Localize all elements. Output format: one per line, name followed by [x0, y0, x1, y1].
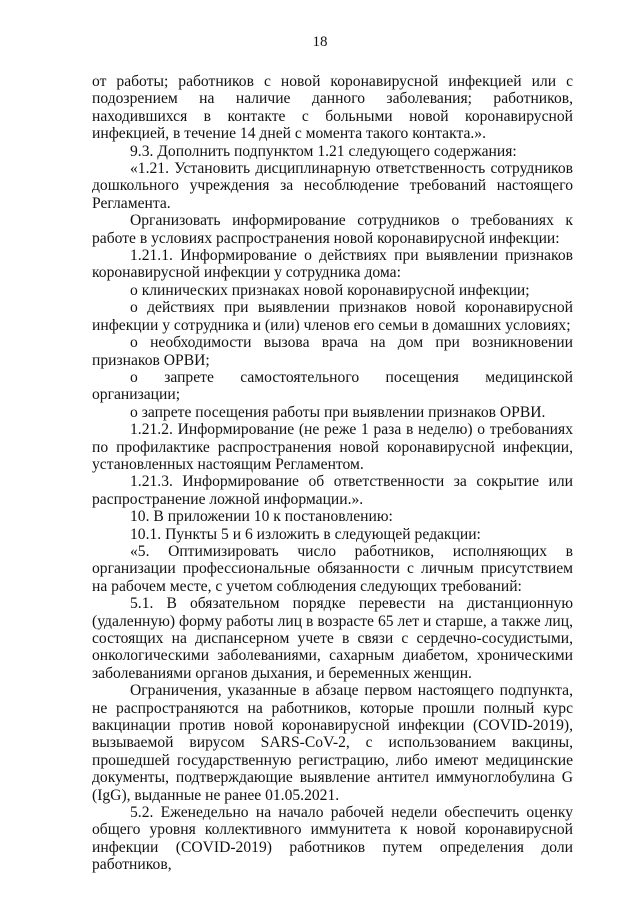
paragraph-1-21: «1.21. Установить дисциплинарную ответственность сотрудников дошкольного учреждения за несоблюдение требований настоящего Регламента.: [92, 160, 573, 212]
paragraph-1-21-1: 1.21.1. Информирование о действиях при выявлении признаков коронавирусной инфекции у сотрудника дома:: [92, 247, 573, 282]
document-body: [92, 73, 573, 874]
paragraph-5-1: 5.1. В обязательном порядке перевести на дистанционную (удаленную) форму работы лиц в возрасте 65 лет и старше, а также лиц, состоящих на диспансерном учете в связи с сердечно-сосудистыми, онкологическими заболеваниями, сахарным диабетом, хроническими заболеваниями органов дыхания, и беременных женщин.: [92, 595, 573, 682]
paragraph-continuation: от работы; работников с новой коронавирусной инфекцией или с подозрением на наличие данного заболевания; работников, находившихся в контакте с больными новой коронавирусной инфекцией, в течение 14 дней с момента такого контакта.».: [92, 73, 573, 143]
list-item-no-work-attendance: о запрете посещения работы при выявлении признаков ОРВИ.: [130, 403, 546, 421]
list-item-clinical-signs: о клинических признаках новой коронавирусной инфекции;: [130, 281, 530, 299]
paragraph-9-3: 9.3. Дополнить подпунктом 1.21 следующего содержания:: [130, 142, 517, 160]
paragraph-1-21-2: 1.21.2. Информирование (не реже 1 раза в неделю) о требованиях по профилактике распространения новой коронавирусной инфекции, установленных настоящим Регламентом.: [92, 421, 573, 473]
paragraph-5: «5. Оптимизировать число работников, исполняющих в организации профессиональные обязанности с личным присутствием на рабочем месте, с учетом соблюдения следующих требований:: [92, 542, 573, 595]
paragraph-10: 10. В приложении 10 к постановлению:: [130, 508, 393, 526]
page-number: 18: [312, 34, 328, 50]
list-item-call-doctor: о необходимости вызова врача на дом при возникновении признаков ОРВИ;: [92, 334, 573, 369]
list-item-no-self-visit: о запрете самостоятельного посещения медицинской организации;: [92, 368, 573, 404]
paragraph-1-21-3: 1.21.3. Информирование об ответственности за сокрытие или распространение ложной информации.».: [92, 473, 573, 508]
paragraph-10-1: 10.1. Пункты 5 и 6 изложить в следующей редакции:: [130, 525, 481, 543]
paragraph-restrictions: Ограничения, указанные в абзаце первом настоящего подпункта, не распространяются на работников, которые прошли полный курс вакцинации против новой коронавирусной инфекции (COVID-2019), вызываемой вирусом SARS-CoV-2, с использованием вакцины, прошедшей государственную регистрацию, либо имеют медицинские документы, подтверждающие выявление антител иммуноглобулина G (IgG), выданные не ранее 01.05.2021.: [92, 682, 573, 804]
paragraph-5-2: 5.2. Еженедельно на начало рабочей недели обеспечить оценку общего уровня коллективного иммунитета к новой коронавирусной инфекции (COVID-2019) работников путем определения доли работников,: [92, 804, 573, 874]
paragraph-inform-intro: Организовать информирование сотрудников о требованиях к работе в условиях распространения новой коронавирусной инфекции:: [92, 212, 573, 247]
list-item-actions-at-home: о действиях при выявлении признаков новой коронавирусной инфекции у сотрудника и (или) членов его семьи в домашних условиях;: [92, 299, 573, 334]
